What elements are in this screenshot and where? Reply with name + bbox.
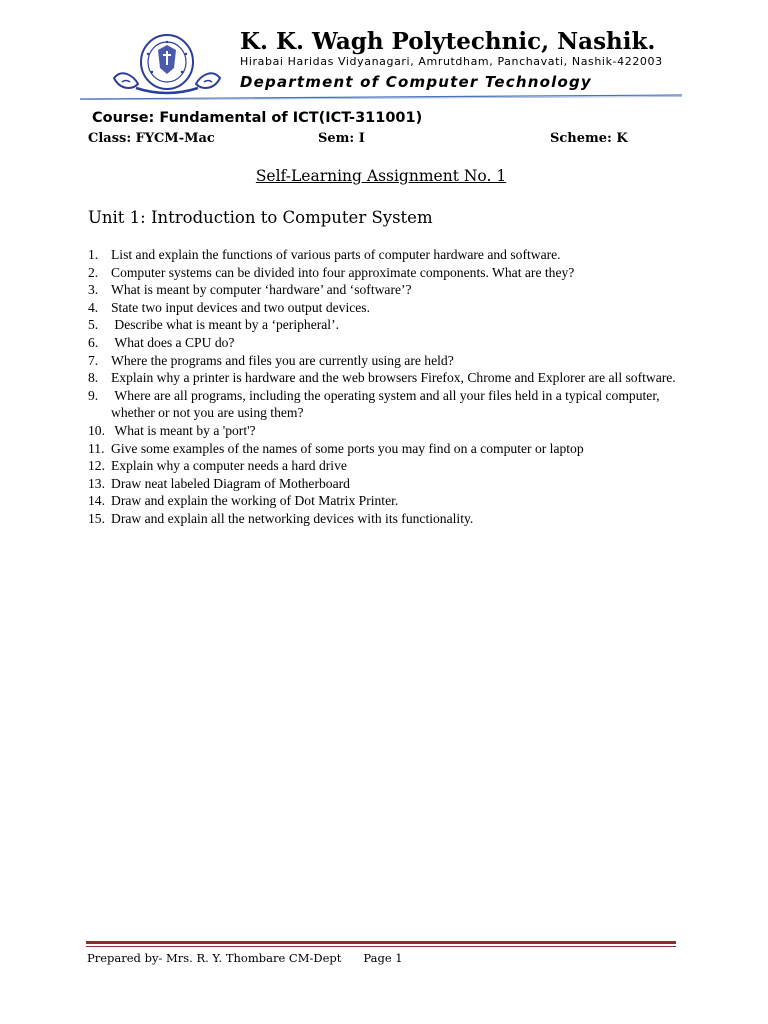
question-item bbox=[88, 457, 688, 475]
scheme-label: Scheme: K bbox=[550, 131, 628, 146]
question-item bbox=[88, 316, 688, 334]
page-number: Page 1 bbox=[363, 951, 403, 965]
question-item bbox=[88, 387, 688, 422]
institute-address: Hirabai Haridas Vidyanagari, Amrutdham, Panchavati, Nashik-422003 bbox=[240, 55, 663, 68]
question-list bbox=[88, 246, 688, 528]
question-number: 13. bbox=[88, 475, 105, 491]
question-text: What is meant by computer ‘hardware’ and ‘software’? bbox=[111, 282, 412, 298]
question-text: State two input devices and two output devices. bbox=[111, 299, 370, 315]
question-item bbox=[88, 510, 688, 528]
class-label: Class: FYCM-Mac bbox=[88, 131, 215, 146]
question-text: Computer systems can be divided into four approximate components. What are they? bbox=[111, 264, 575, 280]
course-title: Course: Fundamental of ICT(ICT-311001) bbox=[92, 110, 423, 126]
header-divider bbox=[80, 94, 682, 100]
question-text: List and explain the functions of various parts of computer hardware and software. bbox=[111, 247, 561, 262]
footer-divider bbox=[86, 941, 676, 949]
question-item bbox=[88, 475, 688, 493]
question-number: 15. bbox=[88, 510, 105, 526]
assignment-title: Self-Learning Assignment No. 1 bbox=[255, 167, 507, 185]
question-number: 5. bbox=[88, 317, 99, 333]
question-text: Draw and explain all the networking devices with its functionality. bbox=[111, 510, 474, 526]
question-text: What is meant by a 'port'? bbox=[111, 422, 256, 438]
question-text: Explain why a printer is hardware and the web browsers Firefox, Chrome and Explorer are all software. bbox=[111, 370, 676, 386]
question-text: Draw and explain the working of Dot Matrix Printer. bbox=[111, 493, 399, 509]
question-number: 7. bbox=[88, 352, 99, 368]
question-item bbox=[88, 281, 688, 299]
question-item bbox=[88, 440, 688, 458]
question-text: Where the programs and files you are currently using are held? bbox=[111, 352, 454, 368]
question-text: Explain why a computer needs a hard drive bbox=[111, 458, 347, 474]
question-number: 6. bbox=[88, 334, 99, 350]
question-text: Where are all programs, including the operating system and all your files held in a typical computer, whether or not you are using them? bbox=[111, 387, 664, 421]
question-item bbox=[88, 264, 688, 282]
unit-title: Unit 1: Introduction to Computer System bbox=[88, 208, 433, 227]
question-number: 12. bbox=[88, 458, 105, 474]
college-seal-icon bbox=[108, 32, 226, 96]
question-item bbox=[88, 422, 688, 440]
question-number: 11. bbox=[88, 440, 105, 456]
question-number: 14. bbox=[88, 493, 105, 509]
question-number: 8. bbox=[88, 370, 99, 386]
question-text: Describe what is meant by a ‘peripheral’. bbox=[111, 317, 339, 333]
footer bbox=[87, 951, 403, 965]
question-text: What does a CPU do? bbox=[111, 334, 235, 350]
question-item bbox=[88, 492, 688, 510]
question-text: Give some examples of the names of some ports you may find on a computer or laptop bbox=[111, 440, 584, 456]
question-number: 9. bbox=[88, 387, 99, 403]
question-number: 3. bbox=[88, 282, 99, 298]
department-name: Department of Computer Technology bbox=[240, 73, 592, 91]
question-text: Draw neat labeled Diagram of Motherboard bbox=[111, 475, 350, 491]
question-number: 10. bbox=[88, 422, 105, 438]
question-number: 4. bbox=[88, 299, 99, 315]
question-item bbox=[88, 246, 688, 264]
question-item bbox=[88, 352, 688, 370]
question-item bbox=[88, 334, 688, 352]
prepared-by: Prepared by- Mrs. R. Y. Thombare CM-Dept bbox=[87, 951, 342, 965]
question-number: 1. bbox=[88, 247, 99, 262]
question-item bbox=[88, 369, 688, 387]
institute-name: K. K. Wagh Polytechnic, Nashik. bbox=[240, 28, 656, 55]
question-number: 2. bbox=[88, 264, 99, 280]
question-item bbox=[88, 299, 688, 317]
semester-label: Sem: I bbox=[318, 131, 365, 146]
